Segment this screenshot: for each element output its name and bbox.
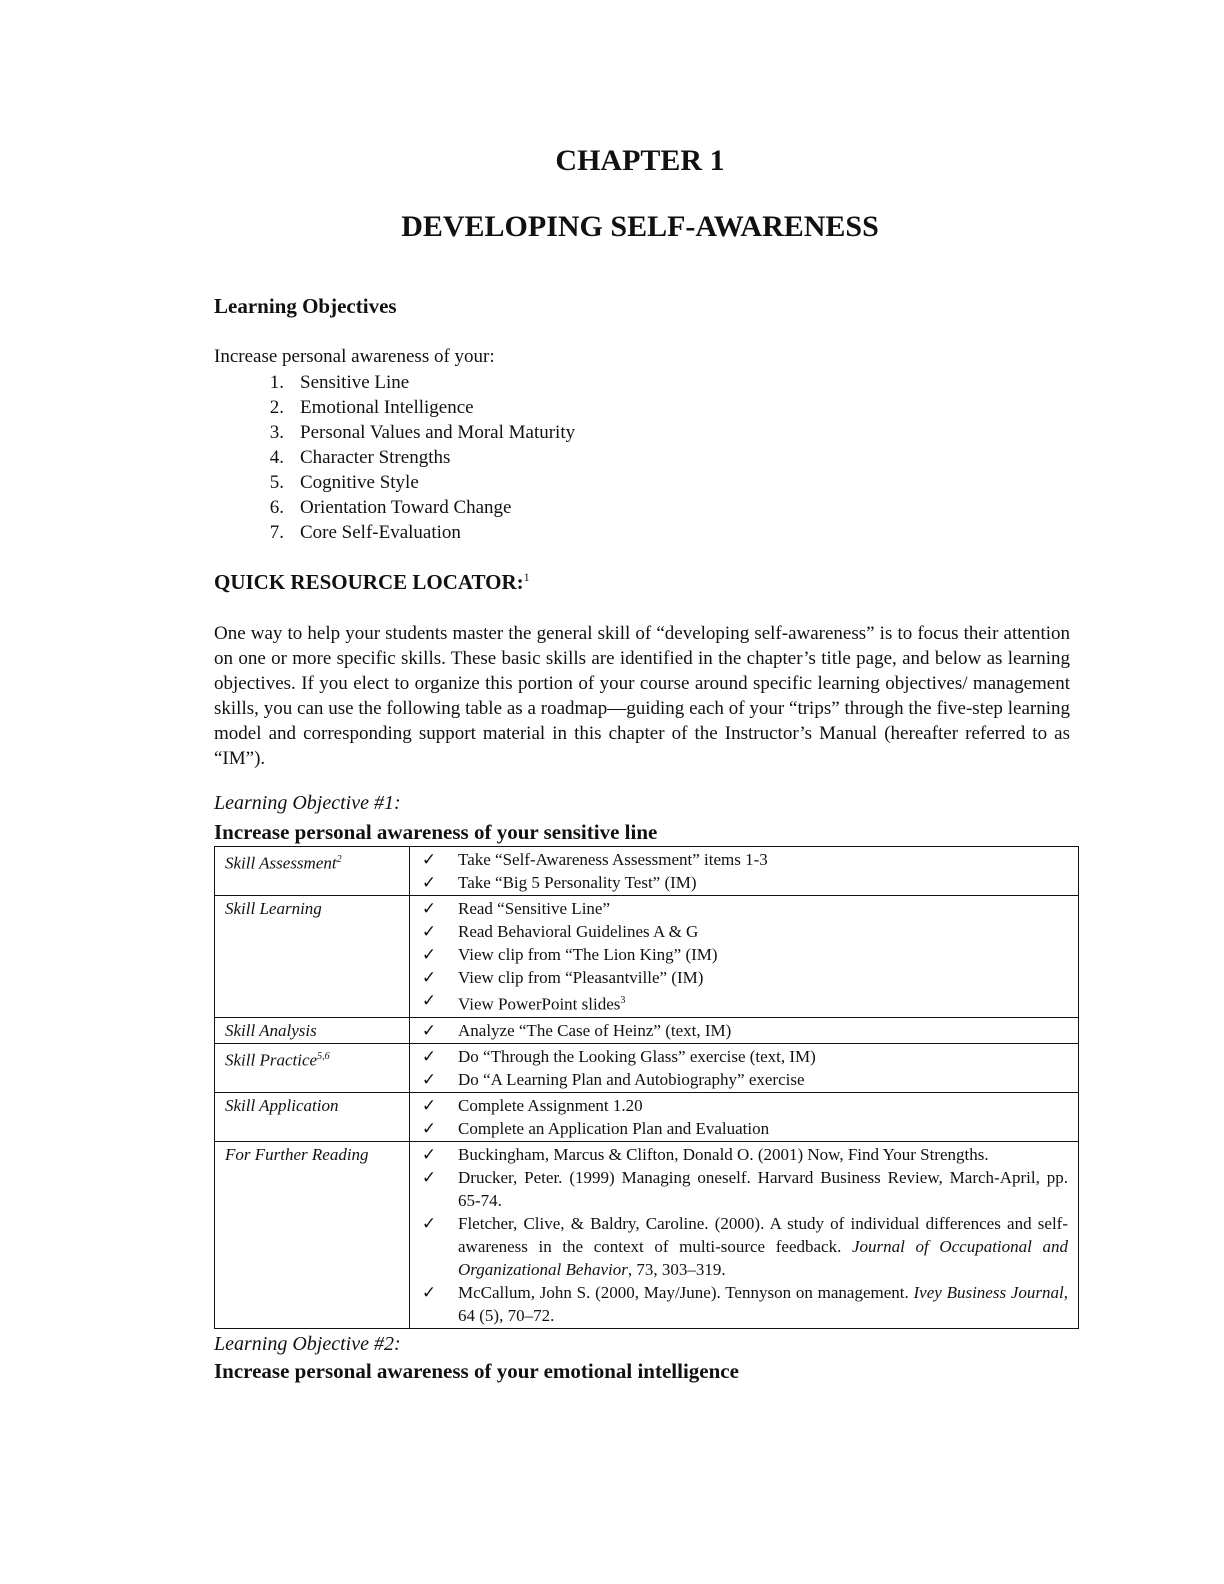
category-label: Skill Assessment — [225, 853, 337, 873]
footnote-ref: 3 — [620, 995, 626, 1006]
resource-text-main: Read Behavioral Guidelines A & G — [458, 922, 699, 941]
footnote-ref: 5,6 — [317, 1050, 330, 1062]
footnote-ref: 1 — [523, 570, 530, 584]
table-row — [215, 1043, 1079, 1092]
resource-text — [446, 989, 1068, 1016]
checkmark-icon: ✓ — [421, 1167, 437, 1187]
objective-text: Emotional Intelligence — [300, 397, 474, 418]
resource-text — [446, 1143, 1068, 1166]
objective-text: Orientation Toward Change — [300, 497, 512, 518]
objectives-intro: Increase personal awareness of your: — [214, 346, 495, 367]
resource-text-main: Take “Self-Awareness Assessment” items 1-3 — [458, 850, 768, 869]
objective-number: 1. — [269, 372, 284, 393]
resource-items — [410, 1092, 1079, 1141]
checkmark-icon: ✓ — [421, 1118, 437, 1138]
resource-text — [446, 1068, 1068, 1091]
resource-text-main: View PowerPoint slides — [458, 994, 621, 1014]
resource-item — [410, 848, 1068, 871]
skill-category — [215, 847, 410, 896]
resource-text-main: Fletcher, Clive, & Baldry, Caroline. (2000). A study of individual differences and self-awareness in the context of multi-source feedback. — [458, 1213, 1068, 1256]
objective-item — [214, 495, 575, 520]
category-label: Skill Application — [225, 1095, 339, 1115]
objective-number: 3. — [269, 422, 284, 443]
learning-objectives-heading: Learning Objectives — [214, 294, 397, 318]
footnote-ref: 2 — [336, 854, 342, 865]
chapter-title: DEVELOPING SELF-AWARENESS — [401, 210, 879, 243]
objective-text: Cognitive Style — [300, 472, 419, 493]
objective-text: Core Self-Evaluation — [300, 522, 461, 543]
objective-text: Personal Values and Moral Maturity — [300, 422, 576, 443]
resource-text — [446, 1019, 1068, 1042]
resource-text-main: Read “Sensitive Line” — [458, 899, 611, 918]
resource-item — [410, 1281, 1068, 1327]
resource-item — [410, 1117, 1068, 1140]
checkmark-icon: ✓ — [421, 922, 437, 941]
resource-item — [410, 1143, 1068, 1166]
checkmark-icon: ✓ — [421, 1144, 437, 1164]
checkmark-icon: ✓ — [421, 1282, 437, 1302]
objective-number: 5. — [269, 472, 284, 493]
resource-text — [446, 1281, 1068, 1327]
skill-category — [215, 1017, 410, 1043]
category-label: Skill Analysis — [225, 1020, 317, 1040]
resource-item — [410, 871, 1068, 894]
resource-item — [410, 1068, 1068, 1091]
checkmark-icon: ✓ — [421, 968, 437, 987]
objective-text: Sensitive Line — [300, 372, 410, 393]
resource-text — [446, 1166, 1068, 1212]
skill-category — [215, 1141, 410, 1328]
objective-item — [214, 520, 575, 545]
objective-number: 2. — [269, 397, 284, 418]
resource-text-main: Take “Big 5 Personality Test” (IM) — [458, 873, 697, 892]
resource-text-main: Analyze “The Case of Heinz” (text, IM) — [458, 1020, 732, 1040]
category-label: Skill Practice — [225, 1050, 318, 1070]
resource-text — [446, 943, 1068, 966]
checkmark-icon: ✓ — [421, 1095, 437, 1115]
resource-text-main: Do “Through the Looking Glass” exercise (text, IM) — [458, 1046, 816, 1066]
objective-number: 7. — [269, 522, 284, 543]
resource-item — [410, 920, 1068, 943]
resource-text — [446, 1094, 1068, 1117]
objective-item — [214, 395, 575, 420]
objective-text: Character Strengths — [300, 447, 451, 468]
table-row — [215, 847, 1079, 896]
skill-category — [215, 896, 410, 1018]
category-label: For Further Reading — [225, 1144, 369, 1164]
resource-text — [446, 871, 1068, 894]
resource-item — [410, 1094, 1068, 1117]
resource-item — [410, 966, 1068, 989]
quick-resource-heading: QUICK RESOURCE LOCATOR:$^1$ — [214, 570, 530, 594]
journal-title: Journal of Occupational and Organizational Behavior — [458, 1236, 1068, 1279]
objective-number: 4. — [269, 447, 284, 468]
table-row — [215, 896, 1079, 1018]
resource-text-main: Do “A Learning Plan and Autobiography” exercise — [458, 1069, 805, 1089]
table-row — [215, 1141, 1079, 1328]
objective-2-title: Increase personal awareness of your emotional intelligence — [214, 1359, 739, 1383]
objective-item — [214, 420, 575, 445]
checkmark-icon: ✓ — [421, 1046, 437, 1066]
objectives-list — [214, 370, 575, 545]
resource-text — [446, 897, 1068, 920]
citation-details: , 73, 303–319. — [627, 1259, 726, 1279]
resource-items — [410, 847, 1079, 896]
resource-item — [410, 1212, 1068, 1281]
resource-text-main: Buckingham, Marcus & Clifton, Donald O. (2001) Now, Find Your Strengths. — [458, 1144, 989, 1164]
resource-items — [410, 1141, 1079, 1328]
checkmark-icon: ✓ — [421, 1020, 437, 1040]
checkmark-icon: ✓ — [421, 1069, 437, 1089]
resource-text — [446, 848, 1068, 871]
checkmark-icon: ✓ — [421, 1213, 437, 1233]
resource-item — [410, 1019, 1068, 1042]
table-row — [215, 1092, 1079, 1141]
resource-item — [410, 943, 1068, 966]
objective-item — [214, 370, 575, 395]
category-label: Skill Learning — [225, 899, 322, 918]
resource-item — [410, 897, 1068, 920]
resource-item — [410, 989, 1068, 1016]
resource-text — [446, 1212, 1068, 1281]
resource-text-main: Complete Assignment 1.20 — [458, 1095, 643, 1115]
resource-item — [410, 1166, 1068, 1212]
objective-1-label: Learning Objective #1: — [214, 792, 401, 814]
checkmark-icon: ✓ — [421, 850, 437, 869]
resource-item — [410, 1045, 1068, 1068]
resource-text — [446, 966, 1068, 989]
table-row — [215, 1017, 1079, 1043]
resource-text-main: McCallum, John S. (2000, May/June). Tennyson on management. — [458, 1282, 909, 1302]
checkmark-icon: ✓ — [421, 899, 437, 918]
resource-text-main: View clip from “Pleasantville” (IM) — [458, 968, 704, 987]
resource-items — [410, 896, 1079, 1018]
chapter-number: CHAPTER 1 — [555, 144, 725, 177]
skill-category — [215, 1043, 410, 1092]
resource-text — [446, 920, 1068, 943]
resource-text — [446, 1117, 1068, 1140]
journal-title: Ivey Business Journal — [913, 1282, 1064, 1302]
objective-number: 6. — [269, 497, 284, 518]
citation-details: , 64 (5), 70–72. — [458, 1282, 1068, 1325]
resource-text — [446, 1045, 1068, 1068]
intro-paragraph: One way to help your students master the general skill of “developing self-awareness” is to focus their attention on one or more specific skills. These basic skills are identified in the chapter’s title page, and below as learning objectives. If you elect to organize this portion of your course around specific learning objectives/ management skills, you can use the following table as a roadmap—guiding each of your “trips” through the five-step learning model and corresponding support material in this chapter of the Instructor’s Manual (hereafter referred to as “IM”). — [214, 623, 1070, 769]
resource-text-main: Drucker, Peter. (1999) Managing oneself. Harvard Business Review, March-April, pp. 65-74. — [458, 1167, 1068, 1210]
resource-text-main: Complete an Application Plan and Evaluation — [458, 1118, 770, 1138]
checkmark-icon: ✓ — [421, 991, 437, 1010]
objective-1-title: Increase personal awareness of your sensitive line — [214, 820, 658, 844]
checkmark-icon: ✓ — [421, 945, 437, 964]
objective-item — [214, 470, 575, 495]
skill-category — [215, 1092, 410, 1141]
objective-item — [214, 445, 575, 470]
resource-text-main: View clip from “The Lion King” (IM) — [458, 945, 718, 964]
objective-2-label: Learning Objective #2: — [214, 1333, 401, 1355]
checkmark-icon: ✓ — [421, 873, 437, 892]
resource-table — [214, 846, 1079, 1329]
resource-items — [410, 1017, 1079, 1043]
resource-items — [410, 1043, 1079, 1092]
